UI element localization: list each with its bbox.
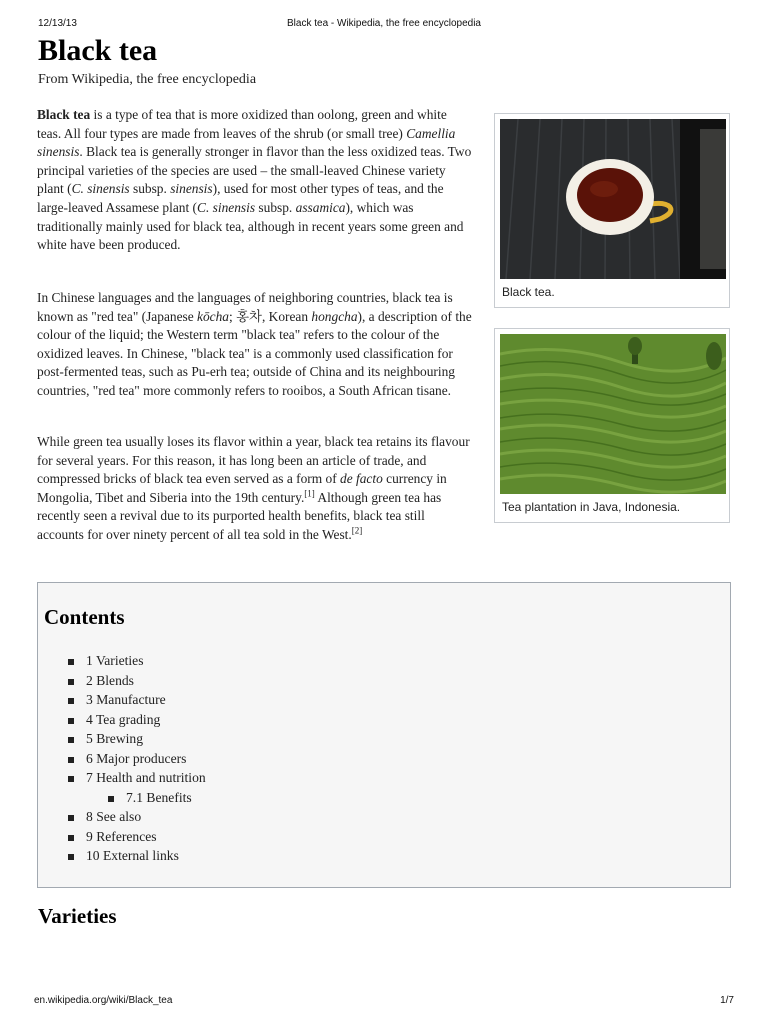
text-run: subsp.	[129, 181, 171, 197]
table-of-contents	[37, 582, 731, 888]
intro-paragraph-1	[37, 106, 472, 255]
text-run: ), a description of the colour of the liquid; the Western term "black tea" refers to the colour of the oxidized leaves. In Chinese, "black tea" is a commonly used classification for post-fermented teas, such as Pu-erh tea; outside of China and its neighbouring countries, "red tea" more commonly refers to rooibos, a South African tisane.	[37, 308, 472, 398]
italic-term: C. sinensis	[71, 181, 130, 197]
toc-item-brewing[interactable]: 5 Brewing	[38, 731, 206, 751]
text-run: ; 홍차, Korean	[229, 308, 312, 324]
text-run: subsp.	[255, 199, 296, 215]
toc-item-blends[interactable]: 2 Blends	[38, 673, 206, 693]
toc-title: Contents	[44, 605, 125, 629]
text-run: ), which was traditionally mainly used for black tea, although in recent years some green and white have been produced.	[37, 199, 464, 253]
toc-item-tea-grading[interactable]: 4 Tea grading	[38, 712, 206, 732]
print-page-number: 1/7	[720, 995, 734, 1006]
text-run: ), used for most other types of teas, and the large-leaved Assamese plant (	[37, 181, 444, 215]
article-tagline: From Wikipedia, the free encyclopedia	[38, 72, 257, 87]
article-title: Black tea	[38, 34, 158, 67]
toc-item-manufacture[interactable]: 3 Manufacture	[38, 692, 206, 712]
toc-item-varieties[interactable]: 1 Varieties	[38, 653, 206, 673]
tea-cup-photo[interactable]	[500, 119, 726, 279]
toc-item-benefits[interactable]: 7.1 Benefits	[38, 790, 206, 810]
text-run: While green tea usually loses its flavor within a year, black tea retains its flavour for several years. For this reason, it has long been an article of trade, and compressed bricks of black tea even served as a form of	[37, 434, 470, 487]
section-heading-varieties: Varieties	[38, 904, 117, 928]
toc-item-external-links[interactable]: 10 External links	[38, 848, 206, 868]
text-run: currency in Mongolia, Tibet and Siberia into the 19th century.	[37, 471, 447, 505]
figure-caption: Black tea.	[502, 285, 555, 299]
text-run: is a type of tea that is more oxidized than oolong, green and white teas. All four types are made from leaves of the shrub (or small tree)	[37, 107, 447, 141]
intro-paragraph-2	[37, 289, 472, 401]
text-run: In Chinese languages and the languages of neighboring countries, black tea is known as "red tea" (Japanese	[37, 290, 453, 324]
italic-term: kōcha	[197, 308, 230, 324]
italic-term: C. sinensis	[197, 199, 256, 215]
print-date: 12/13/13	[38, 18, 77, 29]
toc-item-references[interactable]: 9 References	[38, 829, 206, 849]
figure-black-tea	[494, 113, 730, 308]
toc-item-see-also[interactable]: 8 See also	[38, 809, 206, 829]
reference-1-link[interactable]: [1]	[304, 488, 315, 499]
reference-2-link[interactable]: [2]	[351, 525, 363, 536]
print-url: en.wikipedia.org/wiki/Black_tea	[34, 995, 173, 1006]
toc-item-major-producers[interactable]: 6 Major producers	[38, 751, 206, 771]
italic-term: assamica	[295, 199, 346, 215]
toc-item-health-and-nutrition[interactable]: 7 Health and nutrition	[38, 770, 206, 790]
italic-term: hongcha	[311, 308, 358, 324]
bold-term: Black tea	[37, 107, 91, 122]
figure-tea-plantation	[494, 328, 730, 523]
text-run: Although green tea has recently seen a revival due to its purported health benefits, black tea still accounts for over ninety percent of all tea sold in the West.	[37, 489, 442, 542]
print-page-title: Black tea - Wikipedia, the free encyclopedia	[287, 18, 481, 29]
italic-term: de facto	[340, 471, 383, 487]
text-run: . Black tea is generally stronger in flavor than the less oxidized teas. Two principal varieties of the species are used – the small-leaved Chinese variety plant (	[37, 144, 472, 197]
toc-list	[38, 653, 206, 868]
link-camellia-sinensis[interactable]: Camellia sinensis	[37, 125, 456, 160]
figure-caption: Tea plantation in Java, Indonesia.	[502, 500, 681, 514]
italic-term: sinensis	[170, 181, 213, 197]
intro-paragraph-3	[37, 433, 472, 545]
tea-plantation-photo[interactable]	[500, 334, 726, 494]
